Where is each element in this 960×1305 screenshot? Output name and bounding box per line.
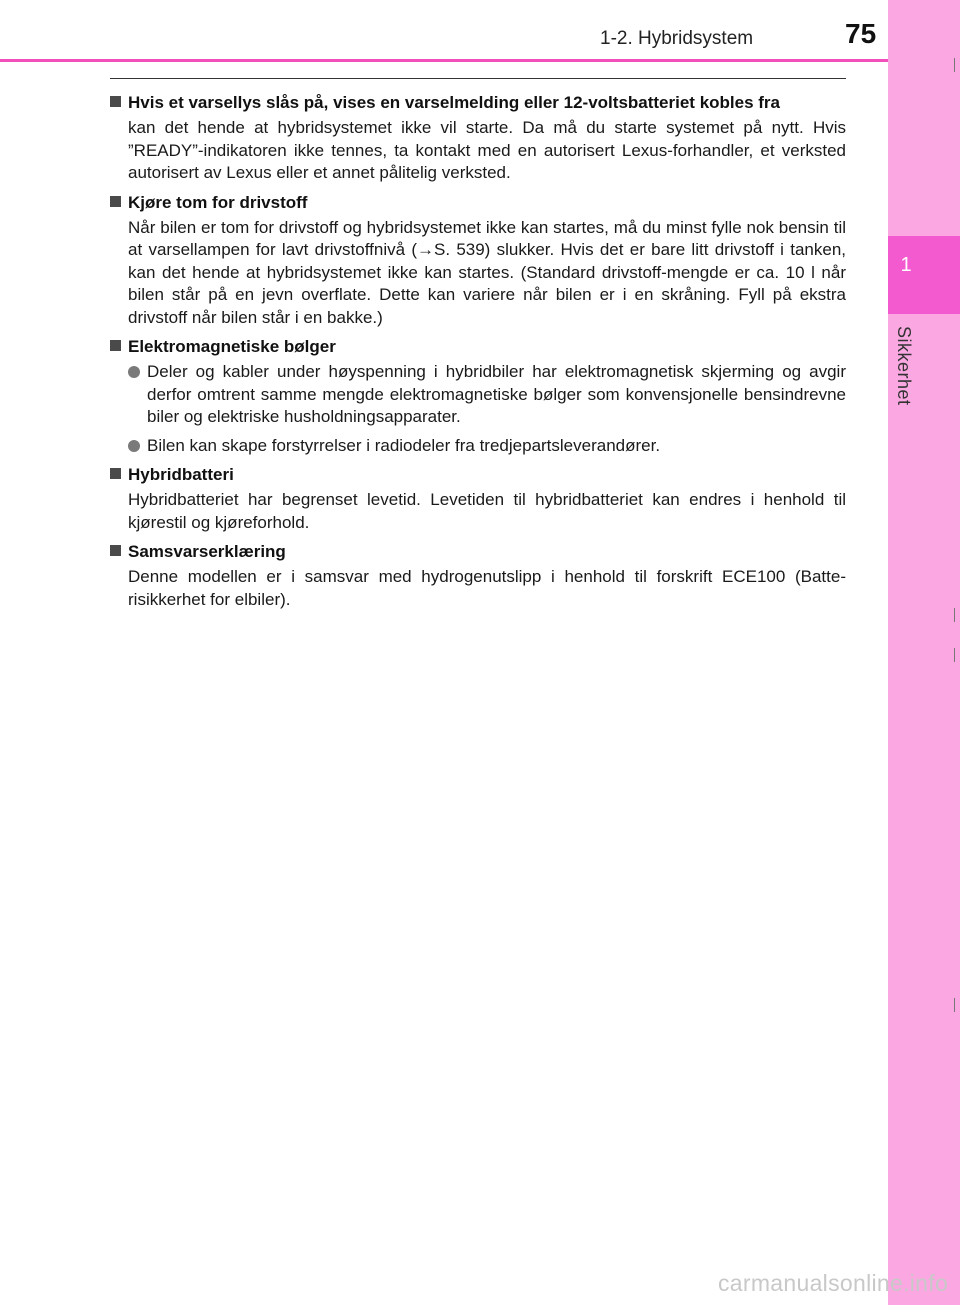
bullet-text: Deler og kabler under høyspenning i hybridbiler har elektromagnetisk skjerming og avgir derfor omtrent samme mengde elektromagnetiske bølger som konvensjonelle bensindrevne biler og elektriske husholdningsapparater. <box>147 362 846 426</box>
bullet-item <box>128 361 846 429</box>
round-bullet-icon <box>128 440 140 452</box>
section-heading <box>110 464 846 486</box>
bullet-text: Bilen kan skape forstyrrelser i radiodeler fra tredjepartsleverandører. <box>147 435 661 455</box>
section-heading-text: Hvis et varsellys slås på, vises en varselmelding eller 12-voltsbatteriet kobles fra <box>128 93 781 112</box>
tab-tick-mark <box>954 58 955 72</box>
section-heading-text: Samsvarserklæring <box>128 542 286 561</box>
header-rule <box>0 59 888 62</box>
section-out-of-fuel <box>110 192 846 330</box>
section-warning-light <box>110 92 846 185</box>
section-paragraph: Når bilen er tom for drivstoff og hybridsystemet ikke kan startes, må du minst fylle nok bensin til at varsellampen for lavt drivstoffnivå (→S. 539) slukker. Hvis det er bare litt drivstoff i tanken, kan det hende at hybridsystemet ikke kan startes. (Standard drivstoff-mengde er ca. 10 l når bilen står på en jevn overflate. Dette kan variere når bilen er i en skråning. Fyll på ekstra drivstoff når bilen står i en bakke.) <box>128 217 846 327</box>
section-title: 1-2. Hybridsystem <box>600 28 754 49</box>
section-electromagnetic-waves <box>110 336 846 457</box>
chapter-label: Sikkerhet <box>894 326 914 406</box>
section-heading <box>110 541 846 563</box>
tab-tick-mark <box>954 998 955 1012</box>
chapter-number: 1 <box>900 254 912 276</box>
section-heading <box>110 92 846 114</box>
section-paragraph: kan det hende at hybridsystemet ikke vil starte. Da må du starte systemet på nytt. Hvis ”READY”-indikatoren ikke tennes, ta kontakt med en autorisert Lexus-forhandler, et verksted autorisert av Lexus eller et annet pålitelig verksted. <box>128 118 846 182</box>
watermark-text: carmanualsonline.info <box>718 1270 949 1296</box>
section-heading-text: Kjøre tom for drivstoff <box>128 192 308 212</box>
section-heading-text: Elektromagnetiske bølger <box>128 337 336 356</box>
section-paragraph: Denne modellen er i samsvar med hydrogenutslipp i henhold til forskrift ECE100 (Batte-risikkerhet for elbiler). <box>128 567 846 609</box>
square-bullet-icon <box>110 196 121 207</box>
square-bullet-icon <box>110 545 121 556</box>
page-number: 75 <box>845 18 877 49</box>
bullet-item <box>128 435 846 458</box>
square-bullet-icon <box>110 96 121 107</box>
section-paragraph: Hybridbatteriet har begrenset levetid. Levetiden til hybridbatteriet kan endres i henhold til kjørestil og kjøreforhold. <box>128 490 846 532</box>
content-top-rule <box>110 78 846 79</box>
page-content <box>110 92 846 618</box>
section-heading <box>110 336 846 358</box>
tab-tick-mark <box>954 608 955 622</box>
chapter-side-tab <box>888 0 960 1305</box>
section-heading <box>110 192 846 214</box>
square-bullet-icon <box>110 340 121 351</box>
square-bullet-icon <box>110 468 121 479</box>
round-bullet-icon <box>128 366 140 378</box>
tab-tick-mark <box>954 648 955 662</box>
section-declaration-of-conformity <box>110 541 846 611</box>
section-hybrid-battery <box>110 464 846 534</box>
section-heading-text: Hybridbatteri <box>128 465 234 484</box>
